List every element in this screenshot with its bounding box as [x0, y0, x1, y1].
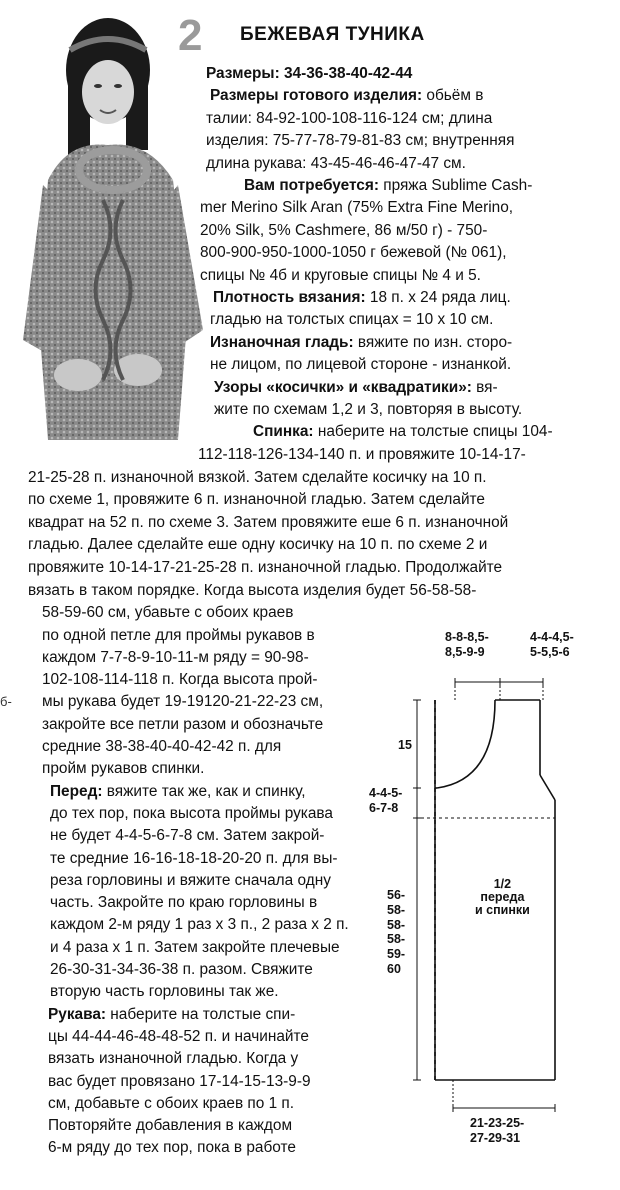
text-line	[48, 1007, 295, 1022]
text-line	[210, 335, 512, 350]
text-line-body: вас будет провязано 17-14-15-13-9-9	[48, 1072, 311, 1090]
text-line-body: вя-	[471, 378, 498, 396]
text-line-bold: Вам потребуется:	[244, 177, 379, 194]
text-line-bold: Рукава:	[48, 1005, 107, 1023]
text-line-bold: Размеры готового изделия:	[210, 87, 423, 105]
text-line	[253, 424, 553, 439]
text-line	[48, 1096, 294, 1111]
text-line-bold: Размеры: 34-36-38-40-42-44	[206, 65, 413, 82]
text-line	[50, 940, 340, 955]
text-line-body: 26-30-31-34-36-38 п. разом. Свяжите	[50, 961, 313, 978]
text-line	[42, 694, 323, 709]
text-line	[48, 1029, 309, 1044]
text-line-body: по схеме 1, провяжите 6 п. изнаночной гладью. Затем сделайте	[28, 491, 485, 509]
label-half-front-back: 1/2 переда и спинки	[475, 877, 530, 918]
text-line-body: те средние 16-16-18-18-20-20 п. для вы-	[50, 849, 338, 867]
text-line	[200, 245, 507, 260]
text-line-bold: Спинка:	[253, 423, 314, 441]
text-line-body: цы 44-44-46-48-48-52 п. и начинайте	[48, 1027, 309, 1045]
pattern-diagram	[365, 620, 605, 1190]
text-line	[200, 223, 487, 238]
text-line-body: 112-118-126-134-140 п. и провяжите 10-14-17-	[198, 446, 526, 463]
text-line-body: вяжите по изн. сторо-	[353, 333, 513, 351]
text-line-body: пряжа Sublime Cash-	[378, 177, 533, 194]
text-line-body: до тех пор, пока высота проймы рукава	[50, 804, 333, 822]
text-line-body: жите по схемам 1,2 и 3, повторяя в высоту.	[214, 401, 523, 418]
text-line-body: не будет 4-4-5-6-7-8 см. Затем закрой-	[50, 827, 325, 845]
text-line	[48, 1051, 298, 1066]
text-line-body: реза горловины и вяжите сначала одну	[50, 871, 331, 889]
text-line	[50, 806, 333, 821]
text-line-body: вяжите так же, как и спинку,	[102, 782, 306, 800]
label-bottom-width: 21-23-25- 27-29-31	[470, 1116, 525, 1145]
text-line-body: не лицом, по лицевой стороне - изнанкой.	[210, 356, 512, 374]
text-line	[42, 672, 317, 687]
text-line	[42, 717, 323, 732]
edge-mark: б-	[0, 694, 12, 709]
text-line-body: по одной петле для проймы рукавов в	[42, 626, 315, 644]
text-line-body: наберите на толстые спицы 104-	[313, 423, 553, 441]
text-line-body: 20% Silk, 5% Cashmere, 86 м/50 г) - 750-	[200, 221, 488, 239]
text-line	[50, 851, 338, 866]
text-line-body: см, добавьте с обоих краев по 1 п.	[48, 1094, 295, 1112]
text-line-body: пройм рукавов спинки.	[42, 760, 205, 778]
text-line	[28, 470, 487, 485]
text-line-body: 6-м ряду до тех пор, пока в работе	[48, 1139, 296, 1157]
text-line	[50, 873, 331, 888]
text-line-body: Повторяйте добавления в каждом	[48, 1117, 293, 1135]
text-line	[200, 268, 481, 283]
text-line	[50, 917, 349, 932]
text-line	[244, 178, 532, 193]
text-line-body: 58-59-60 см, убавьте с обоих краев	[42, 604, 294, 622]
text-line-body: средние 38-38-40-40-42-42 п. для	[42, 738, 282, 755]
text-line	[210, 88, 483, 103]
text-line	[50, 784, 306, 799]
text-line-body: спицы № 4б и круговые спицы № 4 и 5.	[200, 266, 481, 284]
text-line-body: каждом 7-7-8-9-10-11-м ряду = 90-98-	[42, 648, 309, 666]
text-line	[210, 357, 511, 372]
text-line	[214, 380, 498, 395]
text-line	[206, 66, 412, 81]
text-line-body: наберите на толстые спи-	[106, 1005, 296, 1023]
text-line	[50, 984, 279, 999]
text-line-body: гладью на толстых спицах = 10 х 10 см.	[210, 311, 494, 329]
page-title: БЕЖЕВАЯ ТУНИКА	[240, 24, 425, 45]
text-line-bold: Перед:	[50, 782, 103, 800]
text-line	[28, 537, 487, 552]
text-line	[50, 895, 317, 910]
text-line	[42, 605, 293, 620]
pattern-number: 2	[178, 11, 203, 60]
text-line-body: гладью. Далее сделайте еше одну косичку на 10 п. по схеме 2 и	[28, 536, 488, 554]
text-line-body: талии: 84-92-100-108-116-124 см; длина	[206, 109, 493, 127]
text-line-body: часть. Закройте по краю горловины в	[50, 894, 318, 912]
label-neck-depth: 4-4-5- 6-7-8	[369, 786, 403, 815]
text-line-body: закройте все петли разом и обозначьте	[42, 715, 324, 733]
text-line-body: длина рукава: 43-45-46-46-47-47 см.	[206, 154, 466, 172]
text-line	[48, 1140, 296, 1155]
text-line	[206, 111, 492, 126]
text-line	[206, 156, 466, 171]
model-photo	[8, 10, 208, 455]
text-line	[28, 560, 502, 575]
text-line-body: провяжите 10-14-17-21-25-28 п. изнаночной гладью. Продолжайте	[28, 559, 503, 576]
text-line	[198, 447, 526, 462]
text-line	[210, 312, 493, 327]
text-line	[42, 650, 309, 665]
text-line	[50, 828, 324, 843]
text-line-body: 102-108-114-118 п. Когда высота прой-	[42, 671, 318, 689]
text-line	[28, 492, 485, 507]
text-line-bold: Узоры «косички» и «квадратики»:	[214, 378, 472, 396]
text-line-body: вязать в таком порядке. Когда высота изделия будет 56-58-58-	[28, 581, 477, 599]
text-line-bold: Изнаночная гладь:	[210, 333, 354, 351]
text-line	[28, 515, 508, 530]
label-shoulder-width: 4-4-4,5- 5-5,5-6	[530, 630, 574, 659]
text-line-body: 18 п. х 24 ряда лиц.	[365, 289, 511, 306]
text-line	[48, 1074, 311, 1089]
text-line-body: 21-25-28 п. изнаночной вязкой. Затем сделайте косичку на 10 п.	[28, 468, 487, 486]
text-line	[214, 402, 522, 417]
text-line	[48, 1118, 292, 1133]
text-line	[42, 628, 315, 643]
text-line-body: и 4 раза х 1 п. Затем закройте плечевые	[50, 938, 340, 956]
label-body-height: 56- 58- 58- 58- 59- 60	[387, 888, 406, 976]
text-line	[50, 962, 313, 977]
text-line-body: изделия: 75-77-78-79-81-83 см; внутренняя	[206, 132, 515, 150]
text-line-body: mer Merino Silk Aran (75% Extra Fine Merino,	[200, 199, 514, 217]
text-line-body: вязать изнаночной гладью. Когда у	[48, 1050, 299, 1068]
label-neck-width: 8-8-8,5- 8,5-9-9	[445, 630, 489, 659]
text-line-body: вторую часть горловины так же.	[50, 983, 279, 1001]
text-line-bold: Плотность вязания:	[213, 289, 366, 306]
text-line	[200, 200, 513, 215]
text-line	[42, 761, 204, 776]
text-line-body: каждом 2-м ряду 1 раз х 3 п., 2 раза х 2 п.	[50, 916, 349, 934]
text-line	[28, 583, 476, 598]
text-line	[206, 133, 514, 148]
text-line	[42, 739, 281, 754]
text-line-body: квадрат на 52 п. по схеме 3. Затем провяжите еше 6 п. изнаночной	[28, 513, 509, 531]
text-line-body: обьём в	[422, 87, 484, 105]
text-line-body: 800-900-950-1000-1050 г бежевой (№ 061),	[200, 244, 507, 262]
label-armhole-depth: 15	[398, 738, 412, 752]
text-line	[213, 290, 511, 305]
text-line-body: мы рукава будет 19-19120-21-22-23 см,	[42, 693, 324, 711]
